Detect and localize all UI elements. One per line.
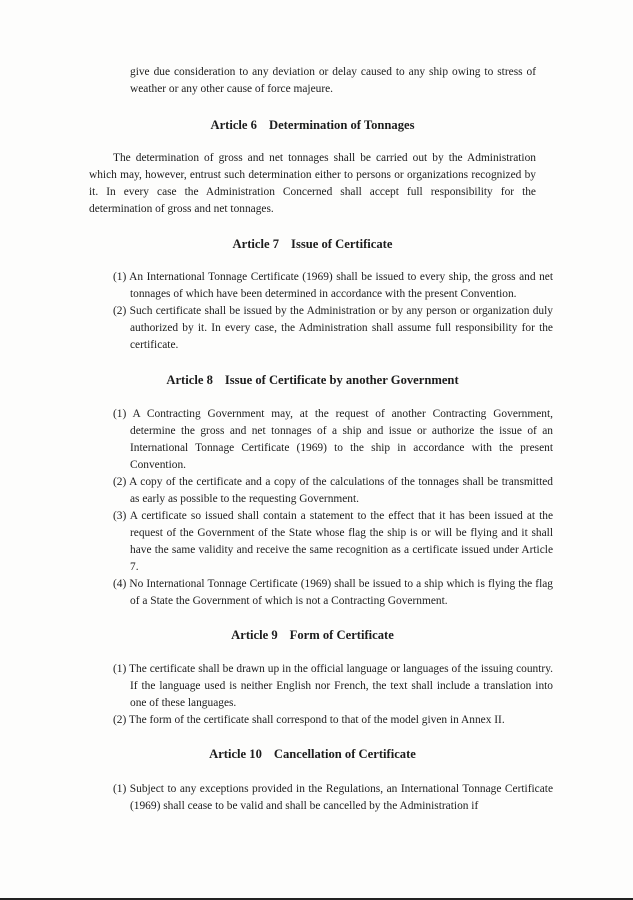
article-9-item-2: (2) The form of the certificate shall correspond to that of the model given in Annex II. bbox=[113, 714, 505, 726]
intro-continuation: give due consideration to any deviation or delay caused to any ship owing to stress of weather or any other cause of force majeure. bbox=[130, 66, 536, 95]
article-6-title: Determination of Tonnages bbox=[268, 118, 415, 132]
article-8-item-2: (2) A copy of the certificate and a copy of the calculations of the tonnages shall be transmitted as early as possible to the requesting Government. bbox=[113, 476, 553, 505]
article-9-number: Article 9 bbox=[231, 628, 278, 642]
article-9-item-1: (1) The certificate shall be drawn up in the official language or languages of the issuing country. If the language used is neither English nor French, the text shall include a translation into one of these languages. bbox=[113, 663, 553, 709]
article-7-item-2: (2) Such certificate shall be issued by the Administration or by any person or organization duly authorized by it. In every case, the Administration shall assume full responsibility for the certificate. bbox=[113, 305, 553, 351]
article-7-number: Article 7 bbox=[232, 237, 280, 251]
article-10-number: Article 10 bbox=[209, 747, 262, 761]
article-8-item-3: (3) A certificate so issued shall contain a statement to the effect that it has been issued at the request of the Government of the State whose flag the ship is or will be flying and it shall have the same validity and receive the same recognition as a certificate issued under Article 7. bbox=[113, 510, 553, 573]
article-7-item-1: (1) An International Tonnage Certificate (1969) shall be issued to every ship, the gross and net tonnages of which have been determined in accordance with the present Convention. bbox=[113, 271, 553, 300]
article-10-title: Cancellation of Certificate bbox=[273, 747, 416, 761]
article-8-title: Issue of Certificate by another Government bbox=[224, 373, 459, 387]
article-8-number: Article 8 bbox=[166, 373, 213, 387]
article-7-heading bbox=[89, 236, 536, 253]
article-7-title: Issue of Certificate bbox=[291, 237, 393, 251]
article-8-item-4: (4) No International Tonnage Certificate (1969) shall be issued to a ship which is flying the flag of a State the Government of which is not a Contracting Government. bbox=[113, 578, 553, 607]
article-9-title: Form of Certificate bbox=[289, 628, 394, 642]
article-9-heading bbox=[89, 627, 536, 644]
article-8-item-1: (1) A Contracting Government may, at the request of another Contracting Government, determine the gross and net tonnages of a ship and issue or authorize the issue of an International Tonnage Certificate (1969) to the ship in accordance with the present Convention. bbox=[113, 408, 553, 471]
article-10-heading bbox=[89, 746, 536, 763]
article-6-number: Article 6 bbox=[210, 118, 257, 132]
article-6-heading bbox=[89, 117, 536, 134]
article-6-paragraph: The determination of gross and net tonnages shall be carried out by the Administration which may, however, entrust such determination either to persons or organizations recognized by it. In every case the Administration Concerned shall accept full responsibility for the determination of gross and net tonnages. bbox=[89, 152, 536, 215]
article-8-heading bbox=[89, 372, 536, 389]
article-10-item-1: (1) Subject to any exceptions provided in the Regulations, an International Tonnage Certificate (1969) shall cease to be valid and shall be cancelled by the Administration if bbox=[113, 783, 553, 812]
